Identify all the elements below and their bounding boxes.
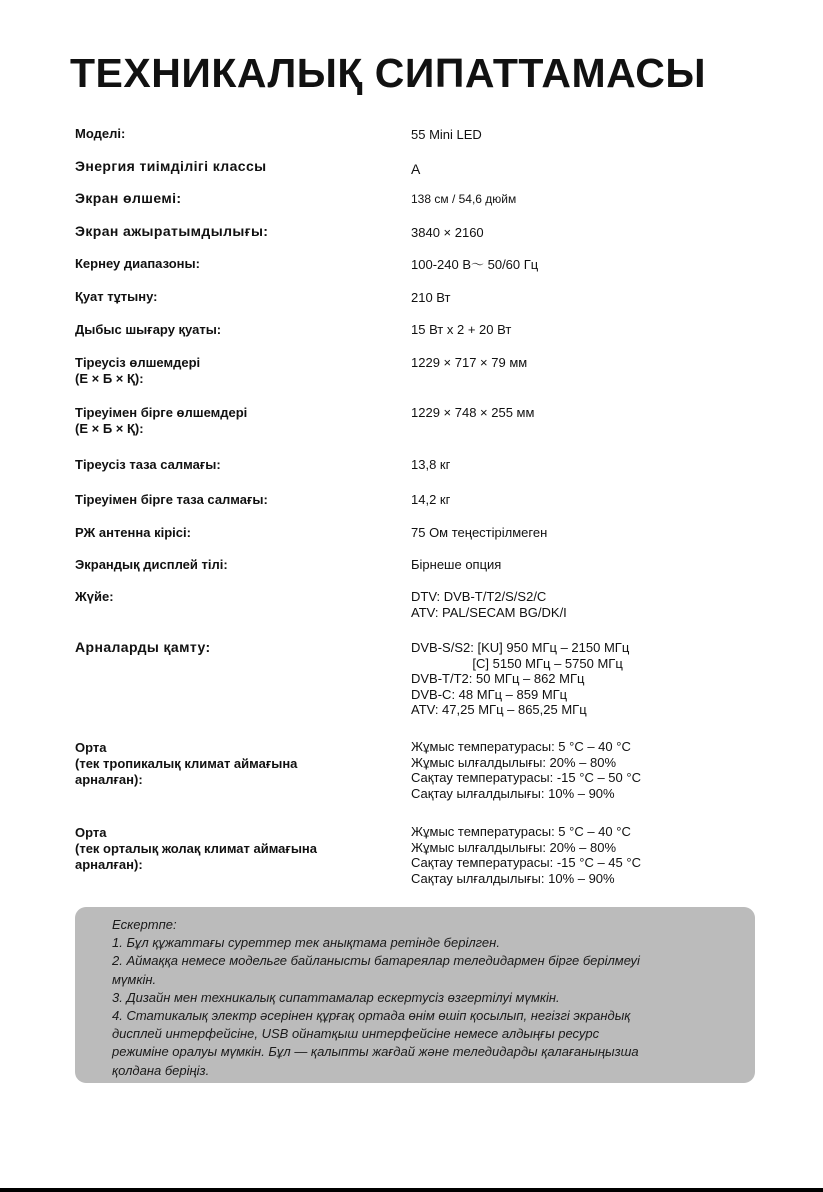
spec-label-screen-size: Экран өлшемі: <box>75 190 182 206</box>
spec-label-osd-language: Экрандық дисплей тілі: <box>75 557 228 572</box>
spec-label-environment-tropical: Орта (тек тропикалық климат аймағына арналған): <box>75 740 298 787</box>
spec-label-energy-class: Энергия тиімділігі классы <box>75 158 267 174</box>
spec-label-model: Моделі: <box>75 126 126 141</box>
spec-value-channel-coverage: DVB-S/S2: [KU] 950 МГц – 2150 МГц [C] 5150 МГц – 5750 МГц DVB-T/T2: 50 МГц – 862 МГц DVB-C: 48 МГц – 859 МГц ATV: 47,25 МГц – 865,25 МГц <box>411 640 630 717</box>
spec-label-weight-with-stand: Тіреуімен бірге таза салмағы: <box>75 492 268 507</box>
spec-value-system: DTV: DVB-T/T2/S/S2/C ATV: PAL/SECAM BG/DK/I <box>411 589 567 620</box>
spec-value-voltage: 100-240 В～ 50/60 Гц <box>411 257 539 272</box>
note-line: қолдана беріңіз. <box>112 1062 210 1078</box>
spec-label-voltage: Кернеу диапазоны: <box>75 256 200 271</box>
spec-value-model: 55 Mini LED <box>411 127 482 142</box>
spec-label-system: Жүйе: <box>75 589 114 604</box>
spec-label-channel-coverage: Арналарды қамту: <box>75 639 211 655</box>
note-heading: Ескертпе: <box>112 917 177 932</box>
spec-value-dimensions-without-stand: 1229 × 717 × 79 мм <box>411 355 528 370</box>
spec-label-sound-output: Дыбыс шығару қуаты: <box>75 322 222 337</box>
spec-label-weight-without-stand: Тіреусіз таза салмағы: <box>75 457 221 472</box>
spec-label-environment-temperate: Орта (тек орталық жолақ климат аймағына арналған): <box>75 825 318 872</box>
page-title: ТЕХНИКАЛЫҚ СИПАТТАМАСЫ <box>70 50 706 96</box>
spec-value-sound-output: 15 Вт x 2 + 20 Вт <box>411 322 512 337</box>
spec-value-dimensions-with-stand: 1229 × 748 × 255 мм <box>411 405 535 420</box>
spec-value-screen-size: 138 см / 54,6 дюйм <box>411 192 517 206</box>
note-line: 3. Дизайн мен техникалық сипаттамалар ескертусіз өзгертілуі мүмкін. <box>112 989 560 1005</box>
spec-label-rf-input: РЖ антенна кірісі: <box>75 525 191 540</box>
note-line: 2. Аймаққа немесе модельге байланысты батареялар теледидармен бірге берілмеуі <box>112 953 640 969</box>
bottom-rule <box>0 1188 823 1192</box>
spec-value-weight-with-stand: 14,2 кг <box>411 492 451 507</box>
spec-value-energy-class: A <box>411 161 421 177</box>
spec-label-dimensions-with-stand: Тіреуімен бірге өлшемдері (Е × Б × Қ): <box>75 405 248 436</box>
spec-value-environment-temperate: Жұмыс температурасы: 5 °C – 40 °C Жұмыс ылғалдылығы: 20% – 80% Сақтау температурасы: -15 °C – 45 °C Сақтау ылғалдылығы: 10% – 90% <box>411 824 641 886</box>
spec-label-resolution: Экран ажыратымдылығы: <box>75 223 269 239</box>
spec-value-power: 210 Вт <box>411 290 451 305</box>
spec-label-power: Қуат тұтыну: <box>75 289 158 304</box>
note-line: дисплей интерфейсіне, USB ойнатқыш интерфейсіне немесе алдыңғы ресурс <box>112 1026 600 1042</box>
spec-value-environment-tropical: Жұмыс температурасы: 5 °C – 40 °C Жұмыс ылғалдылығы: 20% – 80% Сақтау температурасы: -15 °C – 50 °C Сақтау ылғалдылығы: 10% – 90% <box>411 739 641 801</box>
spec-value-rf-input: 75 Ом теңестірілмеген <box>411 525 548 540</box>
spec-value-resolution: 3840 × 2160 <box>411 225 484 240</box>
spec-value-osd-language: Бірнеше опция <box>411 557 502 572</box>
spec-value-weight-without-stand: 13,8 кг <box>411 457 451 472</box>
note-line: 1. Бұл құжаттағы суреттер тек анықтама ретінде берілген. <box>112 935 500 951</box>
note-text <box>112 916 742 1080</box>
note-line: мүмкін. <box>112 971 157 987</box>
note-line: 4. Статикалық электр әсерінен құрғақ ортада өнім өшіп қосылып, негізгі экрандық <box>112 1008 631 1024</box>
spec-label-dimensions-without-stand: Тіреусіз өлшемдері (Е × Б × Қ): <box>75 355 201 386</box>
note-line: режиміне оралуы мүмкін. Бұл — қалыпты жағдай және теледидарды қалағаныңызша <box>112 1044 639 1060</box>
